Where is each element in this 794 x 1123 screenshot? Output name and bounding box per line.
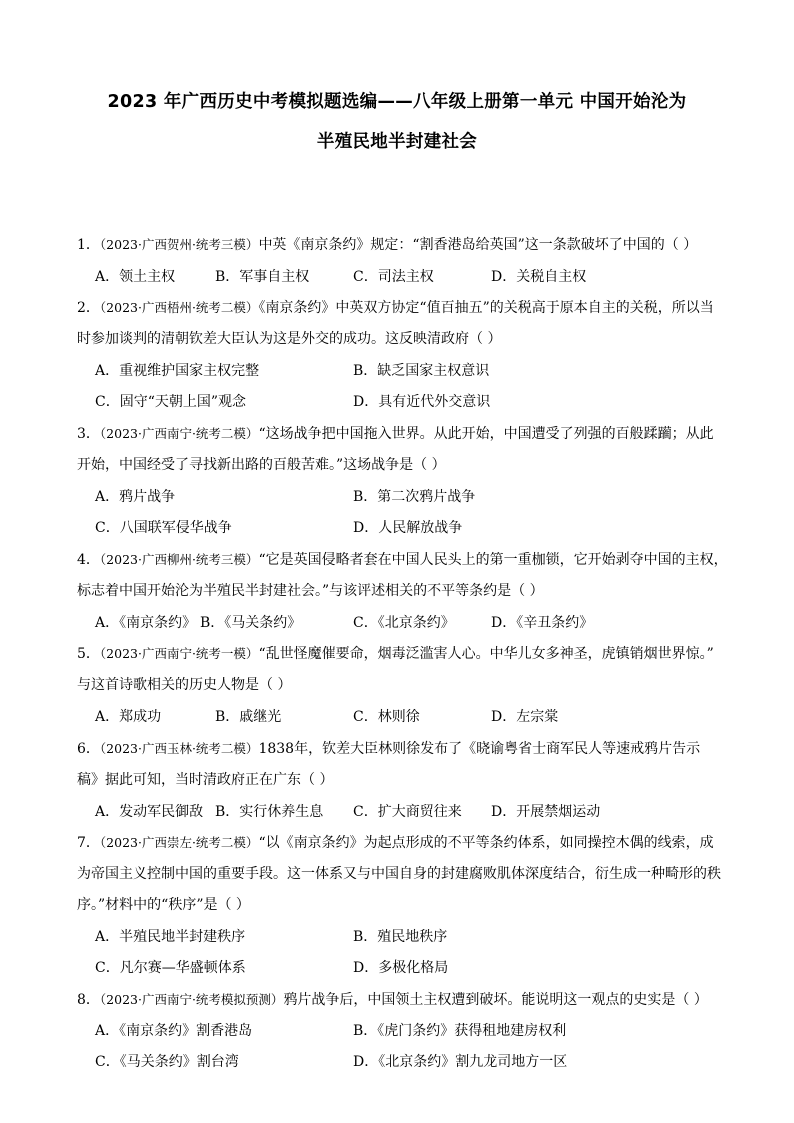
option-d: D．关税自主权 xyxy=(491,269,587,285)
question-source: （2023·广西玉林·统考二模） xyxy=(99,741,259,756)
question-stem-line: 与这首诗歌相关的历史人物是（ ） xyxy=(77,677,292,693)
option-b: B．第二次鸦片战争 xyxy=(353,489,476,505)
option-b: B．缺乏国家主权意识 xyxy=(353,363,490,379)
question-stem-line: 标志着中国开始沦为半殖民半封建社会。”与该评述相关的不平等条约是（ ） xyxy=(77,583,544,599)
option-b: B．殖民地秩序 xyxy=(353,929,448,945)
question-source: （2023·广西贺州·统考三模） xyxy=(99,237,259,252)
document-title-line-1: 2023 年广西历史中考模拟题选编——八年级上册第一单元 中国开始沦为 xyxy=(107,92,687,112)
option-d: D．开展禁烟运动 xyxy=(491,804,601,820)
question-source: （2023·广西南宁·统考二模） xyxy=(99,426,259,441)
question-stem-line: 开始，中国经受了寻找新出路的百般苦难。”这场战争是（ ） xyxy=(77,457,446,473)
option-b: B．《马关条约》 xyxy=(200,615,302,631)
option-a: A．《南京条约》 xyxy=(95,615,197,631)
question-number: 3． xyxy=(77,426,100,442)
option-a: A．郑成功 xyxy=(95,709,162,725)
option-c: C．固守“天朝上国”观念 xyxy=(95,394,247,410)
question-stem-line: 为帝国主义控制中国的重要手段。这一体系又与中国自身的封建腐败肌体深度结合，衍生成一种畸形的秩 xyxy=(77,866,721,882)
question-number: 7． xyxy=(77,835,100,851)
option-d: D．多极化格局 xyxy=(353,960,449,976)
question-stem-line: “它是英国侵略者套在中国人民头上的第一重枷锁，它开始剥夺中国的主权， xyxy=(258,552,728,568)
option-a: A．领土主权 xyxy=(95,269,176,285)
question-3 xyxy=(77,425,714,443)
question-1 xyxy=(77,236,697,254)
document-title-line-2: 半殖民地半封建社会 xyxy=(316,132,478,152)
option-b: B．戚继光 xyxy=(215,709,282,725)
question-stem-line: 鸦片战争后，中国领土主权遭到破坏。能说明这一观点的史实是（ ） xyxy=(283,992,708,1008)
option-b: B．军事自主权 xyxy=(215,269,310,285)
question-stem-line: “以《南京条约》为起点形成的不平等条约体系，如同操控木偶的线索，成 xyxy=(258,835,714,851)
option-d: D．《北京条约》割九龙司地方一区 xyxy=(353,1054,568,1070)
option-c: C．扩大商贸往来 xyxy=(353,804,462,820)
question-stem-line: 时参加谈判的清朝钦差大臣认为这是外交的成功。这反映清政府（ ） xyxy=(77,331,502,347)
question-source: （2023·广西南宁·统考一模） xyxy=(99,646,259,661)
question-stem-line: “乱世怪魔催要命，烟毒泛滥害人心。中华儿女多神圣，虎镇销烟世界惊。” xyxy=(258,646,714,662)
question-8 xyxy=(77,991,708,1009)
question-number: 8． xyxy=(77,992,100,1008)
question-number: 2． xyxy=(77,300,100,316)
option-d: D．具有近代外交意识 xyxy=(353,394,491,410)
option-a: A．鸦片战争 xyxy=(95,489,176,505)
option-c: C．司法主权 xyxy=(353,269,434,285)
option-a: A．重视维护国家主权完整 xyxy=(95,363,260,379)
question-source: （2023·广西梧州·统考二模） xyxy=(99,300,259,315)
question-number: 6． xyxy=(77,741,100,757)
question-source: （2023·广西崇左·统考二模） xyxy=(99,835,259,850)
option-c: C．凡尔赛—华盛顿体系 xyxy=(95,960,246,976)
option-d: D．人民解放战争 xyxy=(353,520,463,536)
option-c: C．八国联军侵华战争 xyxy=(95,520,232,536)
question-stem-line: 1838年，钦差大臣林则徐发布了《晓谕粤省士商军民人等速戒鸦片告示 xyxy=(258,741,701,757)
question-stem-line: 稿》据此可知，当时清政府正在广东（ ） xyxy=(77,772,334,788)
option-b: B．实行休养生息 xyxy=(215,804,324,820)
option-c: C．林则徐 xyxy=(353,709,420,725)
question-5 xyxy=(77,645,714,663)
question-number: 5． xyxy=(77,646,100,662)
option-a: A．《南京条约》割香港岛 xyxy=(95,1023,253,1039)
question-stem-line: 序。”材料中的“秩序”是（ ） xyxy=(77,897,250,913)
question-stem-line: 《南京条约》中英双方协定“值百抽五”的关税高于原本自主的关税，所以当 xyxy=(258,300,714,316)
option-a: A．发动军民御敌 xyxy=(95,804,204,820)
option-c: C．《马关条约》割台湾 xyxy=(95,1054,239,1070)
option-d: D．《辛丑条约》 xyxy=(491,615,594,631)
option-c: C．《北京条约》 xyxy=(353,615,455,631)
option-b: B．《虎门条约》获得租地建房权利 xyxy=(353,1023,567,1039)
question-source: （2023·广西南宁·统考模拟预测） xyxy=(99,992,284,1007)
option-d: D．左宗棠 xyxy=(491,709,559,725)
question-number: 1． xyxy=(77,237,100,253)
option-a: A．半殖民地半封建秩序 xyxy=(95,929,246,945)
question-number: 4． xyxy=(77,552,100,568)
question-stem-line: “这场战争把中国拖入世界。从此开始，中国遭受了列强的百般蹂躏；从此 xyxy=(258,426,714,442)
question-source: （2023·广西柳州·统考三模） xyxy=(99,552,259,567)
question-6 xyxy=(77,740,700,758)
question-4 xyxy=(77,551,728,569)
question-7 xyxy=(77,834,714,852)
question-stem-line: 中英《南京条约》规定：“割香港岛给英国”这一条款破坏了中国的（ ） xyxy=(258,237,698,253)
question-2 xyxy=(77,299,714,317)
